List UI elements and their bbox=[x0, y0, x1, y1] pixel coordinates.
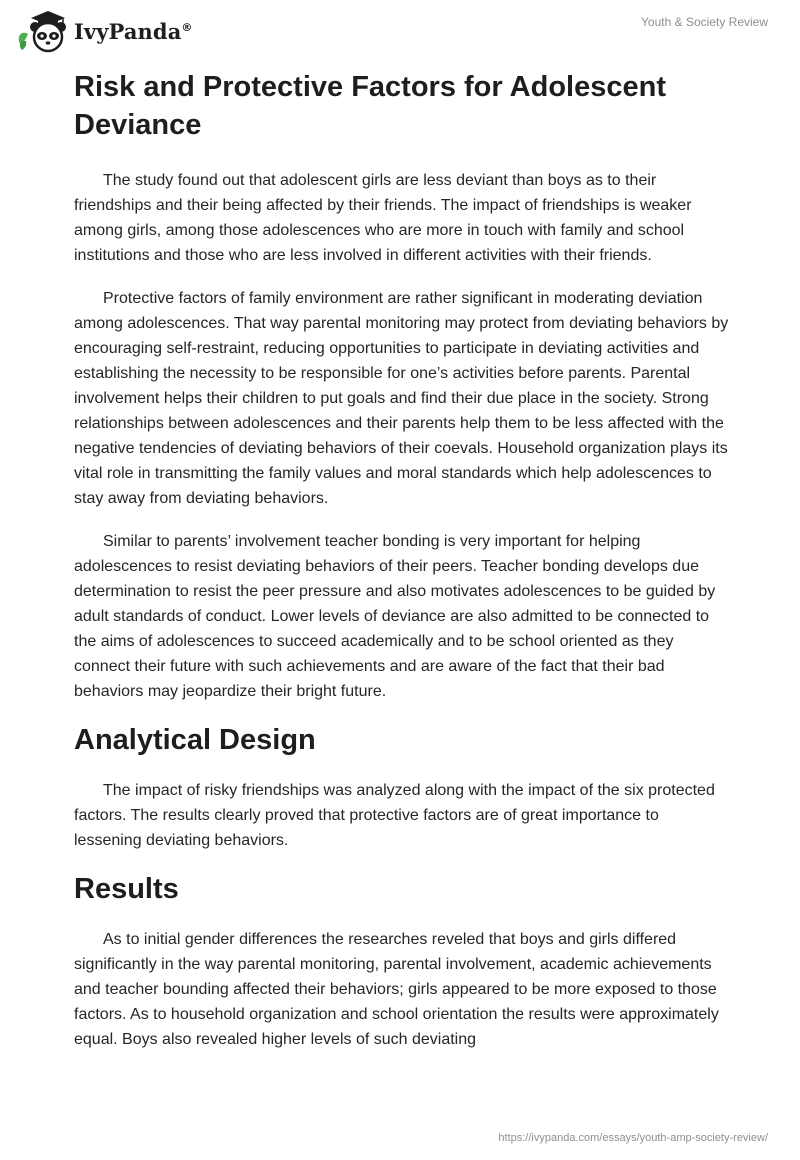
paragraph: The impact of risky friendships was analyzed along with the impact of the six protected factors. The results clearly proved that protective factors are of great importance to lessening deviating behaviors. bbox=[74, 782, 715, 849]
article-title: Risk and Protective Factors for Adolescent Deviance bbox=[74, 71, 666, 141]
paragraph: As to initial gender differences the researches reveled that boys and girls differed significantly in the way parental monitoring, parental involvement, academic achievements and teacher bounding affected their behaviors; girls appeared to be more exposed to those factors. As to household organization and school orientation the results were approximately equal. Boys also revealed higher levels of such deviating bbox=[74, 931, 719, 1048]
article-body bbox=[74, 68, 730, 1070]
logo-text bbox=[74, 19, 193, 44]
logo-name: IvyPanda bbox=[74, 18, 182, 44]
source-url-link[interactable]: https://ivypanda.com/essays/youth-amp-society-review/ bbox=[498, 1132, 768, 1144]
panda-logo-icon bbox=[14, 8, 72, 54]
paragraph: The study found out that adolescent girls are less deviant than boys as to their friendships and their being affected by their friends. The impact of friendships is weaker among girls, among those adolescences who are more in touch with family and school institutions and those who are less involved in different activities with their friends. bbox=[74, 172, 692, 264]
running-title: Youth & Society Review bbox=[641, 15, 768, 29]
logo[interactable] bbox=[14, 8, 193, 54]
logo-registered-mark: ® bbox=[181, 20, 193, 34]
paragraph: Protective factors of family environment are rather significant in moderating deviation among adolescences. That way parental monitoring may protect from deviating behaviors by encouraging self-restraint, reducing opportunities to participate in deviating activities and establishing the necessity to be responsible for one’s activities before parents. Parental involvement helps their children to put goals and find their due place in the society. Strong relationships between adolescences and their parents help them to be less affected with the negative tendencies of deviating behaviors of their coevals. Household organization plays its vital role in transmitting the family values and moral standards which help adolescences to stay away from deviating behaviors. bbox=[74, 290, 729, 507]
paragraph: Similar to parents’ involvement teacher bonding is very important for helping adolescences to resist deviating behaviors of their peers. Teacher bonding develops due determination to resist the peer pressure and also motivates adolescences to be guided by adult standards of conduct. Lower levels of deviance are also admitted to be connected to the aims of adolescences to succeed academically and to be school oriented as they connect their future with such achievements and are aware of the fact that their bad behaviors may jeopardize their bright future. bbox=[74, 533, 716, 700]
section-heading-results: Results bbox=[74, 873, 179, 905]
section-heading-analytical-design: Analytical Design bbox=[74, 724, 316, 756]
page-header bbox=[0, 0, 800, 64]
